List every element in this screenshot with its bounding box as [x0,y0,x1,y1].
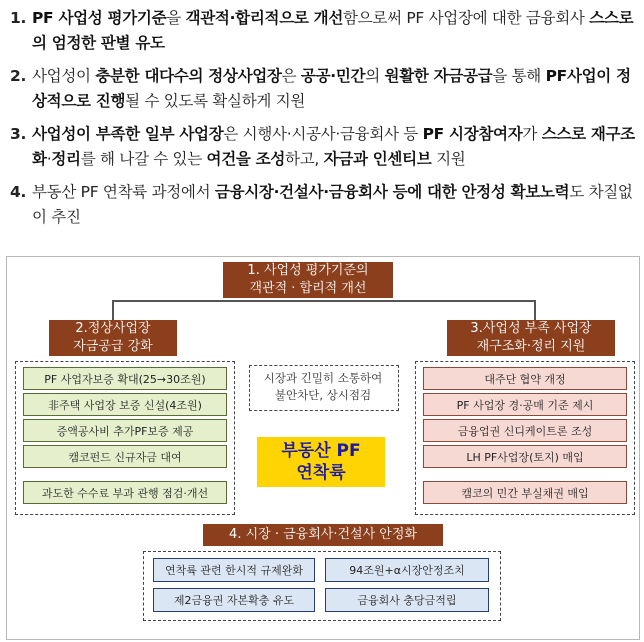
center-title-line1: 부동산 PF [281,441,361,461]
center-note [249,365,397,409]
bottom-measure-4: 금융회사 충당금적립 [325,588,489,612]
left-goal-box [49,320,177,356]
item-text [32,180,638,230]
policy-item-4 [10,180,638,230]
center-note-line1: 시장과 긴밀히 소통하여 [263,371,383,385]
item-text-segment: 의 [365,67,385,85]
item-text-bold: 스스로의 엄정한 판별 유도 [32,9,634,52]
left-measure-3: 증액공사비 추가PF보증 제공 [23,419,227,442]
item-text-bold: PF 사업성 평가기준 [32,9,167,27]
item-text-bold: 사업성이 부족한 일부 사업장 [32,125,224,143]
item-number: 4. [10,183,27,201]
item-text-bold: PF 시장참여자 [422,125,523,143]
item-text-bold: 여건을 조성 [206,150,286,168]
policy-diagram [6,256,640,640]
item-text [32,122,638,172]
item-number: 2. [10,67,27,85]
right-goal-line2: 재구조화·정리 지원 [476,339,586,354]
item-text-segment: 가 [522,125,542,143]
item-text-segment: 을 [166,9,186,27]
item-text-segment: 를 해 나갈 수 있는 [80,150,207,168]
bottom-measure-1: 연착륙 관련 한시적 규제완화 [153,558,315,582]
item-text-segment: · [46,150,52,168]
item-text-segment: 도 차질없이 추진 [32,183,633,226]
item-text [32,6,638,56]
top-goal-line1: 1. 사업성 평가기준의 [247,263,369,278]
item-text-segment: 은 [281,67,301,85]
item-text-bold: 충분한 대다수의 정상사업장 [95,67,282,85]
left-goal-line2: 자금공급 강화 [73,339,153,354]
right-measure-2: PF 사업장 경·공매 기준 제시 [423,393,627,416]
right-measure-3: 금융업권 신디케이트론 조성 [423,419,627,442]
item-text-bold: 금융시장·건설사·금융회사 등에 대한 안정성 확보노력 [214,183,570,201]
left-measure-2: 非주택 사업장 보증 신설(4조원) [23,393,227,416]
right-measure-4: LH PF사업장(토지) 매입 [423,445,627,468]
policy-item-1 [10,6,638,56]
connector-right-vertical [534,300,536,320]
top-goal-box [223,262,393,298]
item-number: 3. [10,125,27,143]
bottom-measure-3: 제2금융권 자본확충 유도 [153,588,315,612]
policy-list [10,6,638,238]
center-note-line2: 불안차단, 상시점검 [274,388,372,402]
bottom-measure-2: 94조원+α시장안정조치 [325,558,489,582]
right-measure-5: 캠코의 민간 부실채권 매입 [423,481,627,504]
bottom-goal-label: 4. 시장 · 금융회사·건설사 안정화 [229,527,417,542]
item-text-segment: 부동산 PF 연착륙 과정에서 [32,183,215,201]
left-measure-5: 과도한 수수료 부과 관행 점검·개선 [23,481,227,504]
item-text-segment: 될 수 있도록 확실하게 지원 [125,92,306,110]
policy-item-3 [10,122,638,172]
connector-left-vertical [112,300,114,320]
top-goal-line2: 객관적 · 합리적 개선 [249,281,367,296]
item-text-bold: 스스로 재구조화 [32,125,635,168]
item-text-bold: 객관적·합리적으로 개선 [185,9,343,27]
bottom-goal-box [203,524,443,546]
item-text-bold: 원활한 자금공급 [384,67,493,85]
item-text [32,64,638,114]
connector-top-horizontal [112,300,534,302]
item-text-bold: 정리 [51,150,81,168]
item-text-segment: 은 시행사·시공사·금융회사 등 [223,125,423,143]
left-goal-line1: 2.정상사업장 [75,321,151,336]
item-number: 1. [10,9,27,27]
item-text-segment: 을 통해 [492,67,546,85]
left-measure-1: PF 사업자보증 확대(25→30조원) [23,367,227,390]
item-text-bold: PF사업이 정상적으로 진행 [32,67,631,110]
right-measure-1: 대주단 협약 개정 [423,367,627,390]
item-text-segment: 함으로써 PF 사업장에 대한 금융회사 [343,9,590,27]
right-goal-box [447,320,615,356]
policy-item-2 [10,64,638,114]
center-title-line2: 연착륙 [296,463,346,483]
item-text-segment: 하고, [285,150,324,168]
left-measure-4: 캠코펀드 신규자금 대여 [23,445,227,468]
item-text-segment: 지원 [431,150,466,168]
item-text-bold: 자금과 인센티브 [323,150,432,168]
item-text-bold: 공공·민간 [300,67,366,85]
right-goal-line1: 3.사업성 부족 사업장 [470,321,592,336]
center-title-box [257,437,385,487]
item-text-segment: 사업성이 [32,67,96,85]
